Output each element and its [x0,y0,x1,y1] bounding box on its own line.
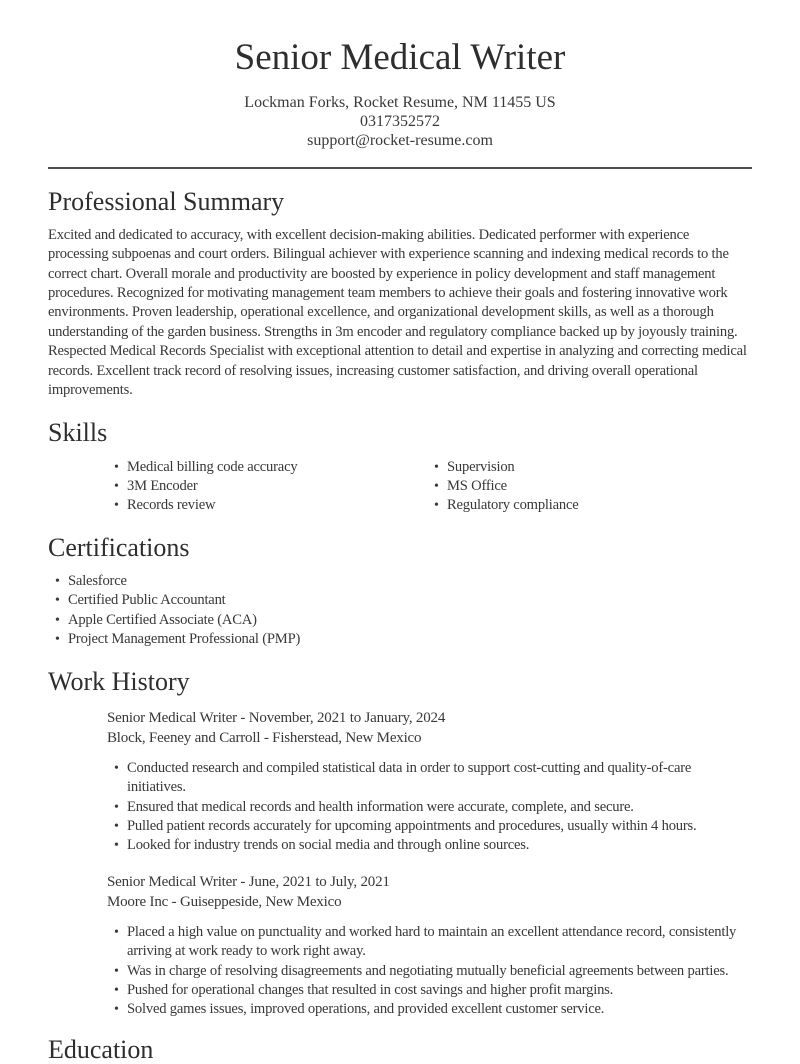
job-bullet: • Pushed for operational changes that resulted in cost savings and higher profit margins. [107,981,752,1000]
job-bullet: • Solved games issues, improved operations, and provided excellent customer service. [107,1000,752,1019]
education-heading: Education [48,1035,154,1064]
job-bullet: • Ensured that medical records and health information were accurate, complete, and secure. [107,798,752,817]
certification-item: • Certified Public Accountant [48,591,752,610]
skill-item: • MS Office [427,477,747,496]
skill-item: • 3M Encoder [107,477,427,496]
skill-item: • Regulatory compliance [427,496,747,515]
contact-email: support@rocket-resume.com [307,131,493,149]
section-work-history [48,667,752,1019]
job-entry [107,708,752,855]
section-professional-summary [48,187,752,401]
job-bullet-list [107,759,752,855]
skills-column-2 [427,458,747,516]
resume-title: Senior Medical Writer [234,37,566,78]
certification-item: • Project Management Professional (PMP) [48,630,752,649]
job-title-line: Senior Medical Writer - June, 2021 to July, 2021 [107,874,390,891]
section-education [48,1035,752,1064]
job-bullet: • Conducted research and compiled statistical data in order to support cost-cutting and quality-of-care initiatives. [107,759,752,797]
job-bullet-list [107,923,752,1019]
section-certifications [48,533,752,649]
job-bullet: • Looked for industry trends on social media and through online sources. [107,836,752,855]
job-entry [107,872,752,1019]
job-bullet: • Placed a high value on punctuality and worked hard to maintain an excellent attendance record, consistently arriving at work ready to work right away. [107,923,752,961]
job-bullet: • Pulled patient records accurately for upcoming appointments and procedures, usually within 4 hours. [107,817,752,836]
contact-info [48,93,752,150]
section-skills [48,418,752,515]
certification-item: • Salesforce [48,572,752,591]
professional-summary-heading: Professional Summary [48,186,285,216]
skills-column-1 [107,458,427,516]
skill-item: • Records review [107,496,427,515]
contact-phone: 0317352572 [360,112,440,130]
job-company-line: Moore Inc - Guiseppeside, New Mexico [107,894,342,911]
skill-item: • Medical billing code accuracy [107,458,427,477]
work-history-heading: Work History [48,667,190,697]
professional-summary-text: Excited and dedicated to accuracy, with excellent decision-making abilities. Dedicated performer with experience processing subpoenas and court orders. Bilingual achiever with experience scanning and indexing medical records to the correct chart. Overall morale and productivity are boosted by experience in policy development and staff management procedures. Recognized for motivating management team members to achieve their goals and fostering innovative work environments. Proven leadership, operational excellence, and organizational development skills, as well as a thorough understanding of the garden business. Strengths in 3m encoder and regulatory compliance backed up by joyously training. Respected Medical Records Specialist with exceptional attention to detail and expertise in analyzing and correcting medical records. Excellent track record of resolving issues, increasing customer satisfaction, and driving overall operational improvements. [48,226,747,399]
job-title-line: Senior Medical Writer - November, 2021 to January, 2024 [107,710,446,727]
certifications-list [48,572,752,649]
certifications-heading: Certifications [48,533,190,563]
resume-header [48,38,752,150]
skills-heading: Skills [48,418,108,448]
header-divider [48,167,752,169]
certification-item: • Apple Certified Associate (ACA) [48,611,752,630]
job-company-line: Block, Feeney and Carroll - Fisherstead, New Mexico [107,730,422,747]
contact-address: Lockman Forks, Rocket Resume, NM 11455 US [244,93,556,111]
skills-columns [107,458,752,516]
skill-item: • Supervision [427,458,747,477]
job-bullet: • Was in charge of resolving disagreements and negotiating mutually beneficial agreements between parties. [107,962,752,981]
